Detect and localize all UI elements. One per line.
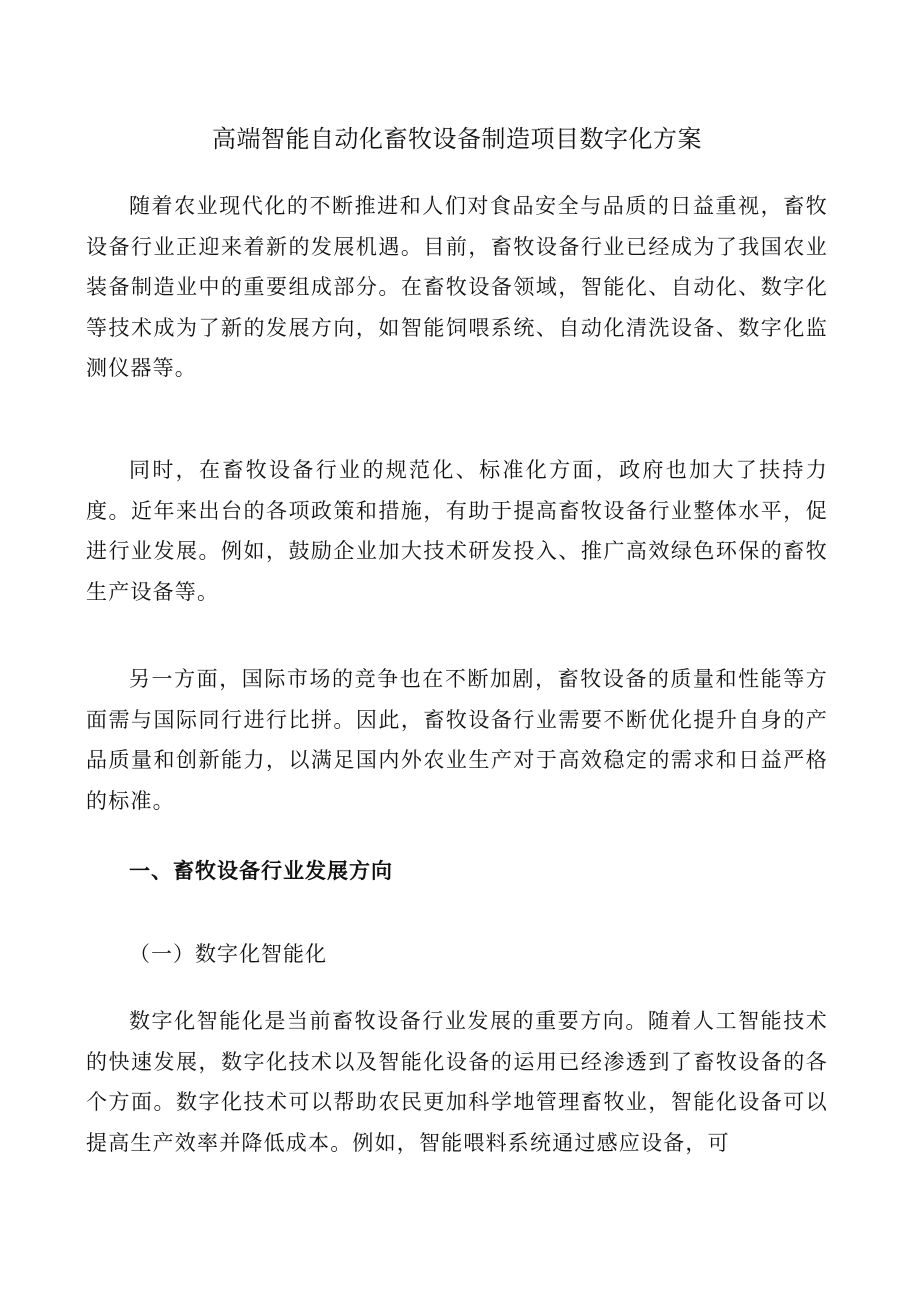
document-title: 高端智能自动化畜牧设备制造项目数字化方案 — [212, 125, 702, 153]
sub-heading: （一）数字化智能化 — [129, 942, 327, 966]
section-paragraph: 数字化智能化是当前畜牧设备行业发展的重要方向。随着人工智能技术的快速发展，数字化技术以及智能化设备的运用已经渗透到了畜牧设备的各个方面。数字化技术可以帮助农民更加科学地管理畜牧业，智能化设备可以提高生产效率并降低成本。例如，智能喂料系统通过感应设备，可 — [86, 1009, 828, 1155]
body-paragraph: 另一方面，国际市场的竞争也在不断加剧，畜牧设备的质量和性能等方面需与国际同行进行比拼。因此，畜牧设备行业需要不断优化提升自身的产品质量和创新能力，以满足国内外农业生产对于高效稳定的需求和日益严格的标准。 — [86, 667, 828, 813]
section-heading: 一、畜牧设备行业发展方向 — [129, 859, 393, 883]
body-paragraph: 同时，在畜牧设备行业的规范化、标准化方面，政府也加大了扶持力度。近年来出台的各项政策和措施，有助于提高畜牧设备行业整体水平，促进行业发展。例如，鼓励企业加大技术研发投入、推广高效绿色环保的畜牧生产设备等。 — [86, 458, 828, 604]
body-paragraph: 随着农业现代化的不断推进和人们对食品安全与品质的日益重视，畜牧设备行业正迎来着新的发展机遇。目前，畜牧设备行业已经成为了我国农业装备制造业中的重要组成部分。在畜牧设备领域，智能化、自动化、数字化等技术成为了新的发展方向，如智能饲喂系统、自动化清洗设备、数字化监测仪器等。 — [86, 194, 828, 380]
